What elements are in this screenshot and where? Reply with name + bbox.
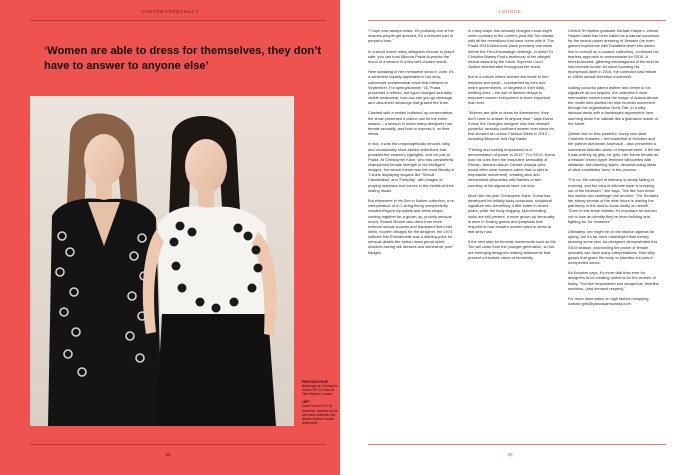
body-column-1 xyxy=(368,28,456,260)
pull-quote: ‘Women are able to dress for themselves, they don’t have to answer to anyone else’ xyxy=(44,45,322,72)
paragraph: Central St Martins graduate Michael Halpern, whose Halpern label has been hailed as a natural successor for the sexual power dressing of Versace (he even gained experience with Donatella when she asked him to consult on a couture collection), continued his fearless approach to womenswear for SS19. A technicoloured, glittering extravaganza of the kind he has become known for since founding his eponymous label in 2016, the collection paid tribute to 1960s sexual liberation movement. xyxy=(568,28,660,80)
paragraph: "Feeling and looking empowered is a demonstration of power in 2019." For SS19, Koma took his cues from the masculine sensuality of Roman, famous dancer Carmen Amaya (who would often wear trousers rather than a skirt to emphasise movement), creating slick and streamlined silhouettes with flashes of skin courtesy of his signature laser cut outs. xyxy=(468,146,555,188)
paragraph: "Women are able to dress for themselves, they don't have to answer to anyone else," says David Koma, the Georgian designer who has dressed powerful, sexually confident women ever since his first showed at London Fashion Week in 2010 – including Beyoncé and Gigi Hadid. xyxy=(468,110,555,142)
paragraph: As Knowles says, it's more vital than ever for designers to be creating uniforms for the women of today. "Hot feel empowered and dangerous, redefine sexiness, (and demand respect)." xyxy=(568,270,659,291)
endnote: For more information on high fashion shopping, contact girls@yahoosamsonsky.com xyxy=(568,296,650,307)
paragraph: "I hope new always exists. It's probably one of the reasons people get dressed, it's a relevant part of people's lives." xyxy=(368,28,454,44)
right-page-number: 59 xyxy=(507,452,513,457)
caption-left xyxy=(302,400,338,425)
body-column-2 xyxy=(468,28,556,265)
left-page-number: 58 xyxy=(165,452,171,457)
paragraph: But elsewhere in his Sex in Nature collection, a re-interpretation of a C-string thong unexpectedly created elegant zip waists and dress straps, coming together for a grown-up, proudly sensual mood. Roland Mouret also drew from more extreme sexual sources and translated them into sleek, modern designs for the designer, the 1974 softcore film Emmanuelle was a starting-point for sensual details like button down pencil skirts, shoulder-baring silk dresses and somewhat 'porn' badges. xyxy=(368,198,455,255)
paragraph: Adding colourful patent leather and denim to his signature all-out sequins, the collection's most memorable moment was the image of Adwoa Aboah, the model who started her own feminist movement through her organisation Gurls Talk, in a silky rainbow dress with a flamboyant asymmetric hem, storming down the catwalk like a glamazon leader of the future. xyxy=(568,84,660,126)
paragraph: In a world where many designers choose to play it safe, you can trust Miuccia Prada to predict the mood of a season in a few well-chosen words. xyxy=(368,48,455,64)
caption-text: David Koma's S/S 15 collection, inspired by the cinematic aesthetic and female director Hedda Aldrovandi xyxy=(302,404,338,425)
fashion-photo-illustration xyxy=(30,96,294,426)
left-top-rule xyxy=(30,20,326,21)
paragraph: Ultimately, sex might be on the fashion agenda for spring, but it's far more meaningful than merely showing some skin. As designers demonstrated this SS19 season, channelling the power of female sexuality can have many interpretations: from silky gowns that grace the body, to futuristic cut-outs in unexpected zones. xyxy=(568,229,658,265)
paragraph: But in a culture where women are made to feel helpless and small – bombarded by men and entire governments, or targeted in their daily, working lives – the use of fashion design to empower women everywhere is more important than ever. xyxy=(468,74,550,106)
paragraph: In many ways, this sexually charged mood might seem contrary to the current, post-Me Too climate, with all the revelations that have come with it. The Prada SS18 show took place precisely one week before the Ford-Kavanaugh hearings, in which Dr Christine Blasey Ford's testimony of the alleged sexual assault by the future Supreme Court Justice reverberated throughout the world. xyxy=(468,28,555,70)
caption-label: LEFT xyxy=(302,400,310,405)
paragraph: If the next step for feminist movements such as Me Too will come from the younger generation, so too are emerging designers making statements that present a futuristic vision of femininity. xyxy=(468,239,556,260)
left-bottom-rule xyxy=(30,444,326,445)
right-bottom-rule xyxy=(368,444,666,445)
body-column-3 xyxy=(568,28,660,311)
paragraph: Here speaking of her menswear show in June, it's a sentiment equally applicable to her sexy, subversive womenswear show that followed in September. For spring/summer '15, Prada presented a refined, but hyper-charged sexuality: visible underwear, how-low-can-you-go cleavage, and ultra-sheer stockings that grazed the knee. xyxy=(368,69,454,106)
paragraph: "For us, the concept of intimacy is slowly fading or evolving, and the idea of intimate wear is creeping out of the bedroom," she says. "We like how these two worlds can challenge one another." For Knowles, her strong woman of the near future is leaving the patriarchy in the dust to focus totally on herself. "Even in this tense climate, it's important for women not to lose an identity they've been building and fighting for, for centuries." xyxy=(568,177,660,224)
right-page xyxy=(340,0,680,475)
paragraph: Quieter but no less powerful, buzzy new label Charlotte Knowles – the brainchild of Knowles and her partner Alexandre Arsenault – also presented a somewhat futuristic vision of empowerment. It felt like it was entirely by girls, for girls. Her 'future female as a mission' mixed hyper-feminine silhouettes with utilitarian, skin-flashing styles, deconstructing ideas of what constitutes 'sexy' in the process. xyxy=(568,131,660,173)
paragraph: Much like his peer Christopher Kane, Koma has developed his initially body-conscious, sculptural signature into something a little softer in recent years; while the body-hugging, skin-revealing looks are still present, a more grown-up sensuality is seen in flowing gowns and jumpsuits that respond to how modern women want to dress to feel sexy now. xyxy=(468,192,555,235)
left-running-head: CONTENT/SPECIALLY xyxy=(141,9,199,14)
right-top-rule xyxy=(368,20,666,21)
photo-captions xyxy=(302,380,338,429)
paragraph: Clashed with a certain buttoned-up conservatism, the show presented a clarion call for the entire season – a season in which many designers had female sexuality, and how to express it, on their minds. xyxy=(368,110,454,137)
caption-text: Backstage at Christopher Kane's S/S 15 show at Tate Modern, London xyxy=(302,384,338,397)
fashion-photo xyxy=(30,96,294,426)
right-running-head: LOUNGE xyxy=(498,9,522,14)
caption-label: PREVIOUS PAGE xyxy=(302,380,329,384)
caption-previous-page xyxy=(302,380,338,396)
paragraph: In fact, it was the unapologetically smooth, silky, and occasionally short-skirted collections that provided the season's highlights, and not just at Prada. At Christopher Kane, who has consistently championed female strength in his intelligent designs, the sexual theme was felt most literally in T-shirts displaying slogans like 'Sexual Cannibalism' and 'Foreplay', with images of praying mantises and horses in the middle of their mating rituals. xyxy=(368,141,455,193)
